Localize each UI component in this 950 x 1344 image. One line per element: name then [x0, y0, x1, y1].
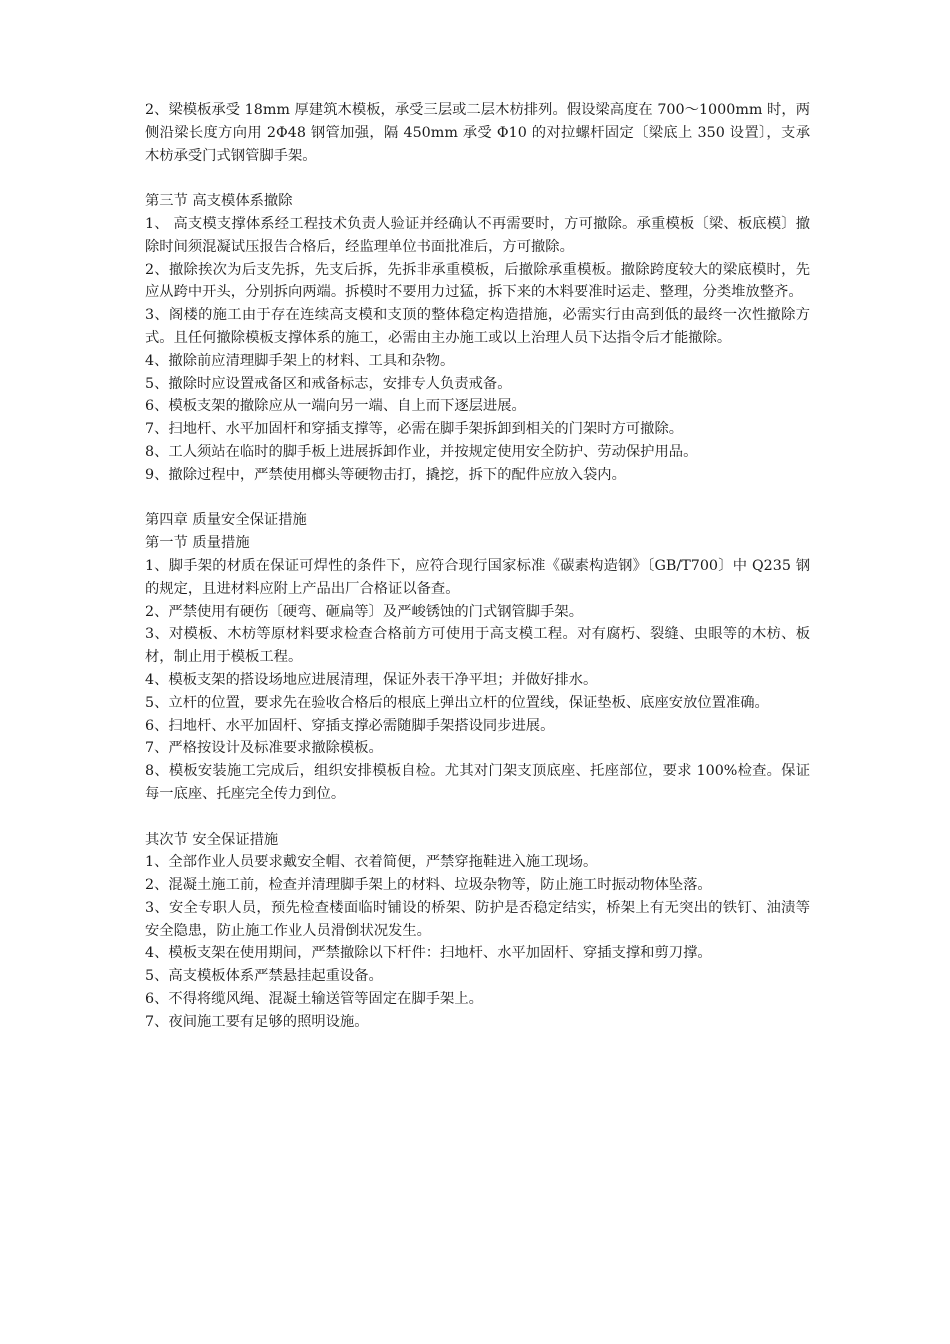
section-heading-safety-measures: 其次节 安全保证措施 — [145, 831, 279, 848]
removal-item-7: 7、扫地杆、水平加固杆和穿插支撑等，必需在脚手架拆卸到相关的门架时方可撤除。 — [145, 421, 684, 438]
safety-item-4: 4、模板支架在使用期间，严禁撤除以下杆件：扫地杆、水平加固杆、穿插支撑和剪刀撑。 — [145, 945, 712, 962]
quality-item-4: 4、模板支架的搭设场地应进展清理，保证外表干净平坦；并做好排水。 — [145, 671, 598, 688]
removal-item-1: 1、 高支模支撑体系经工程技术负责人验证并经确认不再需要时，方可撤除。承重模板〔梁、板底模〕撤除时间须混凝试压报告合格后，经监理单位书面批准后，方可撤除。 — [145, 215, 810, 255]
safety-item-1: 1、全部作业人员要求戴安全帽、衣着简便，严禁穿拖鞋进入施工现场。 — [145, 854, 598, 871]
quality-item-5: 5、立杆的位置，要求先在验收合格后的根底上弹出立杆的位置线，保证垫板、底座安放位置准确。 — [145, 694, 769, 711]
safety-item-7: 7、夜间施工要有足够的照明设施。 — [145, 1013, 369, 1030]
section-heading-quality-measures: 第一节 质量措施 — [145, 535, 250, 552]
section-gap — [145, 167, 810, 190]
document-page — [145, 99, 810, 1034]
removal-item-8: 8、工人须站在临时的脚手板上进展拆卸作业，并按规定使用安全防护、劳动保护用品。 — [145, 443, 698, 460]
quality-item-1: 1、脚手架的材质在保证可焊性的条件下，应符合现行国家标准《碳素构造钢》〔GB/T700〕中 Q235 钢的规定，且进材料应附上产品出厂合格证以备查。 — [145, 557, 810, 597]
chapter-heading-quality-safety: 第四章 质量安全保证措施 — [145, 512, 307, 529]
quality-item-6: 6、扫地杆、水平加固杆、穿插支撑必需随脚手架搭设同步进展。 — [145, 717, 555, 734]
quality-item-2: 2、严禁使用有硬伤〔硬弯、砸扁等〕及严峻锈蚀的门式钢管脚手架。 — [145, 603, 583, 620]
paragraph-beam-formwork: 2、梁模板承受 18mm 厚建筑木模板，承受三层或二层木枋排列。假设梁高度在 700～1000mm 时，两侧沿梁长度方向用 2Φ48 钢管加强，隔 450mm 承受 Φ10 的对拉螺杆固定〔梁底上 350 设置〕，支承木枋承受门式钢管脚手架。 — [145, 102, 810, 164]
removal-item-4: 4、撤除前应清理脚手架上的材料、工具和杂物。 — [145, 352, 455, 369]
removal-item-3: 3、阁楼的施工由于存在连续高支模和支顶的整体稳定构造措施，必需实行由高到低的最终一次性撤除方式。且任何撤除模板支撑体系的施工，必需由主办施工或以上治理人员下达指令后才能撤除。 — [145, 307, 810, 346]
section-heading-formwork-removal: 第三节 高支模体系撤除 — [145, 193, 293, 210]
removal-item-6: 6、模板支架的撤除应从一端向另一端、自上而下逐层进展。 — [145, 398, 526, 415]
safety-item-5: 5、高支模板体系严禁悬挂起重设备。 — [145, 968, 383, 985]
quality-item-3: 3、对模板、木枋等原材料要求检查合格前方可使用于高支模工程。对有腐朽、裂缝、虫眼等的木枋、板材，制止用于模板工程。 — [145, 626, 810, 666]
safety-item-2: 2、混凝土施工前，检查并清理脚手架上的材料、垃圾杂物等，防止施工时振动物体坠落。 — [145, 877, 712, 894]
safety-item-6: 6、不得将缆风绳、混凝土输送管等固定在脚手架上。 — [145, 991, 483, 1008]
safety-item-3: 3、安全专职人员，预先检查楼面临时铺设的桥架、防护是否稳定结实，桥架上有无突出的铁钉、油渍等安全隐患，防止施工作业人员滑倒状况发生。 — [145, 899, 810, 939]
section-gap — [145, 806, 810, 829]
removal-item-2: 2、撤除挨次为后支先拆，先支后拆，先拆非承重模板，后撤除承重模板。撤除跨度较大的梁底模时，先应从跨中开头，分别拆向两端。拆模时不要用力过猛，拆下来的木料要准时运走、整理，分类堆放整齐。 — [145, 261, 810, 301]
section-gap — [145, 487, 810, 510]
removal-item-5: 5、撤除时应设置戒备区和戒备标志，安排专人负责戒备。 — [145, 375, 512, 392]
quality-item-8: 8、模板安装施工完成后，组织安排模板自检。尤其对门架支顶底座、托座部位，要求 100%检查。保证每一底座、托座完全传力到位。 — [145, 763, 810, 802]
quality-item-7: 7、严格按设计及标准要求撤除模板。 — [145, 740, 383, 757]
removal-item-9: 9、撤除过程中，严禁使用榔头等硬物击打，撬挖，拆下的配件应放入袋内。 — [145, 466, 626, 483]
